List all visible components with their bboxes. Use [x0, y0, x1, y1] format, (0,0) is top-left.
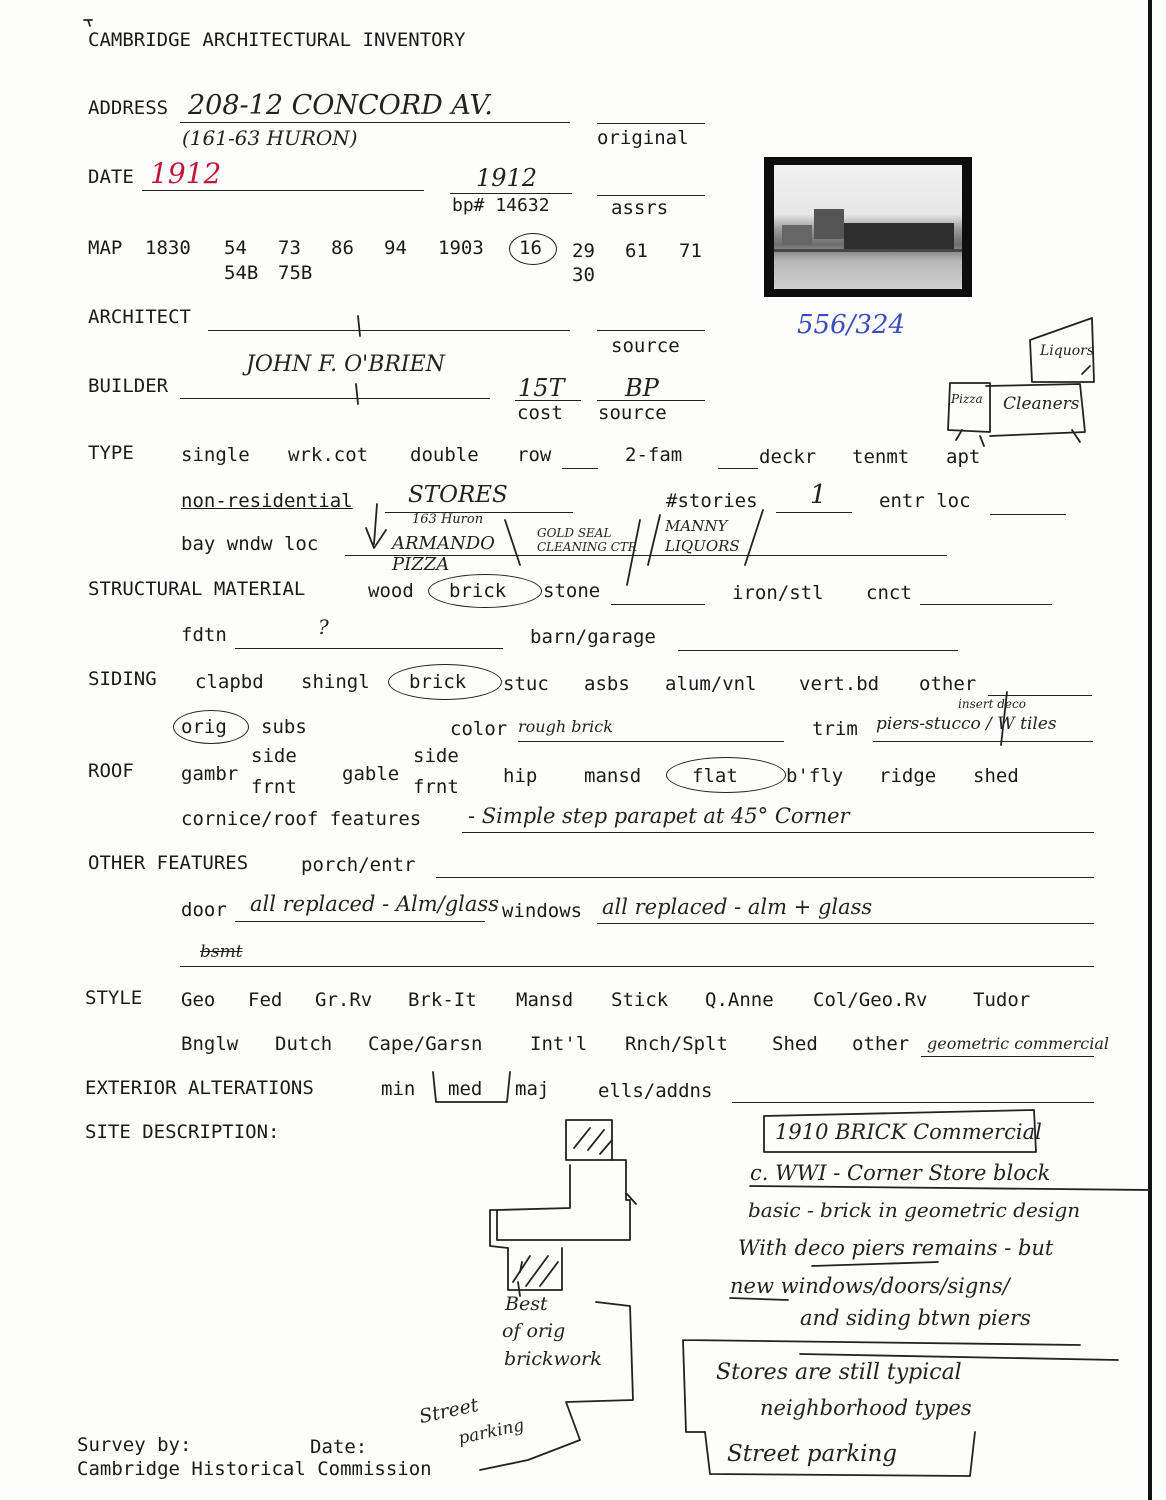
style-cape: Cape/Garsn: [368, 1033, 483, 1055]
style-other: other: [852, 1033, 910, 1055]
tenant-liquors: MANNY LIQUORS: [665, 517, 740, 556]
roof-hip: hip: [503, 765, 538, 787]
map-29: 29: [572, 240, 595, 262]
type-wrkcot: wrk.cot: [288, 444, 369, 466]
roof-bfly: b'fly: [786, 765, 844, 787]
structural-stone: stone: [543, 580, 601, 602]
roof-gambr: gambr: [181, 763, 239, 785]
date2-label: Date:: [310, 1436, 368, 1458]
type-2fam: 2-fam: [625, 444, 683, 466]
map-86: 86: [331, 237, 354, 259]
style-brkit: Brk-It: [408, 989, 477, 1011]
form-title: CAMBRIDGE ARCHITECTURAL INVENTORY: [88, 29, 466, 51]
windows-value: all replaced - alm + glass: [602, 895, 873, 919]
trim-value: piers-stucco / W tiles: [876, 714, 1057, 734]
note-line-6: and siding btwn piers: [800, 1306, 1031, 1330]
corner-tick: [84, 20, 92, 26]
cost-label: cost: [517, 402, 563, 424]
cornice-label: cornice/roof features: [181, 808, 422, 830]
door-label: door: [181, 899, 227, 921]
struck-value: bsmt: [200, 942, 243, 962]
style-mansd: Mansd: [516, 989, 574, 1011]
style-rnch: Rnch/Splt: [625, 1033, 728, 1055]
builder-source-label: source: [598, 402, 667, 424]
ext-alt-label: EXTERIOR ALTERATIONS: [85, 1077, 314, 1099]
ext-alt-maj: maj: [515, 1078, 550, 1100]
siding-other: other: [919, 673, 977, 695]
siding-brick: brick: [409, 671, 467, 693]
note-line-5: new windows/doors/signs/: [730, 1274, 1010, 1298]
roof-label: ROOF: [88, 760, 134, 782]
type-deckr: deckr: [759, 446, 817, 468]
roof-frnt-2: frnt: [413, 776, 459, 798]
date-label: DATE: [88, 166, 134, 188]
street-parking-1b: parking: [456, 1415, 526, 1449]
siding-asbs: asbs: [584, 673, 630, 695]
stories-value: 1: [810, 480, 827, 510]
siding-alum: alum/vnl: [665, 673, 757, 695]
roof-gable: gable: [342, 763, 400, 785]
porch-label: porch/entr: [301, 854, 416, 876]
entr-loc-label: entr loc: [879, 490, 971, 512]
sketch-pizza: Pizza: [951, 392, 983, 406]
address-value: 208-12 CONCORD AV.: [188, 90, 493, 121]
map-61: 61: [625, 240, 648, 262]
bp-year: 1912: [476, 164, 538, 192]
trim-label: trim: [812, 718, 858, 740]
roof-side-2: side: [413, 745, 459, 767]
type-double: double: [410, 444, 479, 466]
note-box: [764, 1110, 1036, 1152]
siding-vert: vert.bd: [799, 673, 880, 695]
architect-source-label: source: [611, 335, 680, 357]
sketch-best-1: Best: [505, 1293, 548, 1315]
note-line-2: c. WWI - Corner Store block: [750, 1161, 1051, 1185]
survey-label: Survey by:: [77, 1434, 192, 1456]
map-54: 54: [224, 237, 247, 259]
windows-label: windows: [502, 900, 583, 922]
sketch-best-3: brickwork: [504, 1348, 602, 1370]
bay-window-label: bay wndw loc: [181, 533, 319, 555]
other-features-label: OTHER FEATURES: [88, 852, 249, 874]
style-other-value: geometric commercial: [927, 1034, 1110, 1053]
orig-label: orig: [181, 716, 227, 738]
note-line-4: With deco piers remains - but: [738, 1236, 1054, 1260]
roof-mansd: mansd: [584, 765, 642, 787]
style-tudor: Tudor: [973, 989, 1031, 1011]
style-fed: Fed: [248, 989, 283, 1011]
color-label: color: [450, 718, 508, 740]
note-line-1: 1910 BRICK Commercial: [775, 1120, 1042, 1144]
med-box: [433, 1072, 510, 1102]
map-75b: 75B: [278, 262, 313, 284]
builder-source-value: BP: [625, 374, 659, 402]
map-73: 73: [278, 237, 301, 259]
tenant-pizza: ARMANDO PIZZA: [392, 533, 495, 575]
ells-label: ells/addns: [598, 1080, 713, 1102]
roof-frnt-1: frnt: [251, 776, 297, 798]
ext-alt-min: min: [381, 1078, 416, 1100]
color-value: rough brick: [518, 717, 613, 736]
style-grrv: Gr.Rv: [315, 989, 373, 1011]
builder-label: BUILDER: [88, 375, 169, 397]
site-plan: [497, 1120, 630, 1240]
style-dutch: Dutch: [275, 1033, 333, 1055]
map-30: 30: [572, 264, 595, 286]
tenant-cleaning: GOLD SEAL CLEANING CTR: [537, 526, 637, 555]
huron-note: 163 Huron: [412, 512, 484, 527]
architect-label: ARCHITECT: [88, 306, 191, 328]
barn-label: barn/garage: [530, 626, 656, 648]
street-parking-1a: Street: [417, 1394, 481, 1428]
parking-box: [705, 1432, 975, 1476]
sketch-pizza-box: [948, 383, 990, 432]
roof-flat: flat: [692, 765, 738, 787]
subs-label: subs: [261, 716, 307, 738]
date-value: 1912: [150, 157, 222, 190]
type-label: TYPE: [88, 442, 134, 464]
fdtn-label: fdtn: [181, 624, 227, 646]
type-single: single: [181, 444, 250, 466]
sketch-cleaners: Cleaners: [1003, 394, 1080, 414]
address-label: ADDRESS: [88, 97, 169, 119]
cost-value: 15T: [518, 374, 565, 402]
map-label: MAP: [88, 237, 123, 259]
map-16: 16: [519, 237, 542, 259]
map-94: 94: [384, 237, 407, 259]
type-apt: apt: [946, 446, 981, 468]
commission-label: Cambridge Historical Commission: [77, 1458, 432, 1480]
site-label: SITE DESCRIPTION:: [85, 1121, 280, 1143]
non-residential-label: non-residential: [181, 490, 353, 512]
style-bnglw: Bnglw: [181, 1033, 239, 1055]
map-1830: 1830: [145, 237, 191, 259]
style-label: STYLE: [85, 987, 143, 1009]
sketch-liquors: Liquors: [1040, 343, 1095, 359]
street-parking-2: Street parking: [727, 1441, 898, 1467]
map-1903: 1903: [438, 237, 484, 259]
style-geo: Geo: [181, 989, 216, 1011]
original-label: original: [597, 127, 689, 149]
bp-number: bp# 14632: [452, 195, 550, 216]
cornice-value: - Simple step parapet at 45° Corner: [468, 804, 850, 828]
stories-label: #stories: [666, 490, 758, 512]
structural-iron: iron/stl: [732, 582, 824, 604]
sketch-best-2: of orig: [502, 1320, 566, 1342]
roof-shed: shed: [973, 765, 1019, 787]
address-alt-value: (161-63 HURON): [182, 126, 358, 150]
siding-stuc: stuc: [503, 673, 549, 695]
type-tenmt: tenmt: [852, 446, 910, 468]
non-res-value: STORES: [408, 482, 508, 508]
siding-clapbd: clapbd: [195, 671, 264, 693]
map-71: 71: [679, 240, 702, 262]
builder-value: JOHN F. O'BRIEN: [246, 352, 445, 377]
door-value: all replaced - Alm/glass: [250, 892, 499, 916]
note-line-3: basic - brick in geometric design: [748, 1198, 1081, 1222]
note-2a: Stores are still typical: [716, 1360, 962, 1385]
style-intl: Int'l: [530, 1033, 588, 1055]
style-shed: Shed: [772, 1033, 818, 1055]
siding-label: SIDING: [88, 668, 157, 690]
structural-wood: wood: [368, 580, 414, 602]
sketch-cleaners-box: [986, 384, 1085, 436]
photo-reference: 556/324: [797, 310, 906, 340]
style-colgeo: Col/Geo.Rv: [813, 989, 928, 1011]
assrs-label: assrs: [611, 197, 669, 219]
down-arrow: [366, 504, 386, 548]
roof-ridge: ridge: [879, 765, 937, 787]
structural-brick: brick: [449, 580, 507, 602]
map-54b: 54B: [224, 262, 259, 284]
type-row: row: [517, 444, 552, 466]
siding-shingl: shingl: [301, 671, 370, 693]
trim-note: insert deco: [958, 697, 1026, 711]
roof-side-1: side: [251, 745, 297, 767]
style-qanne: Q.Anne: [705, 989, 774, 1011]
structural-label: STRUCTURAL MATERIAL: [88, 578, 306, 600]
note-2b: neighborhood types: [760, 1396, 972, 1420]
fdtn-value: ?: [318, 615, 329, 639]
style-stick: Stick: [611, 989, 669, 1011]
structural-cnct: cnct: [866, 582, 912, 604]
ext-alt-med: med: [448, 1078, 483, 1100]
